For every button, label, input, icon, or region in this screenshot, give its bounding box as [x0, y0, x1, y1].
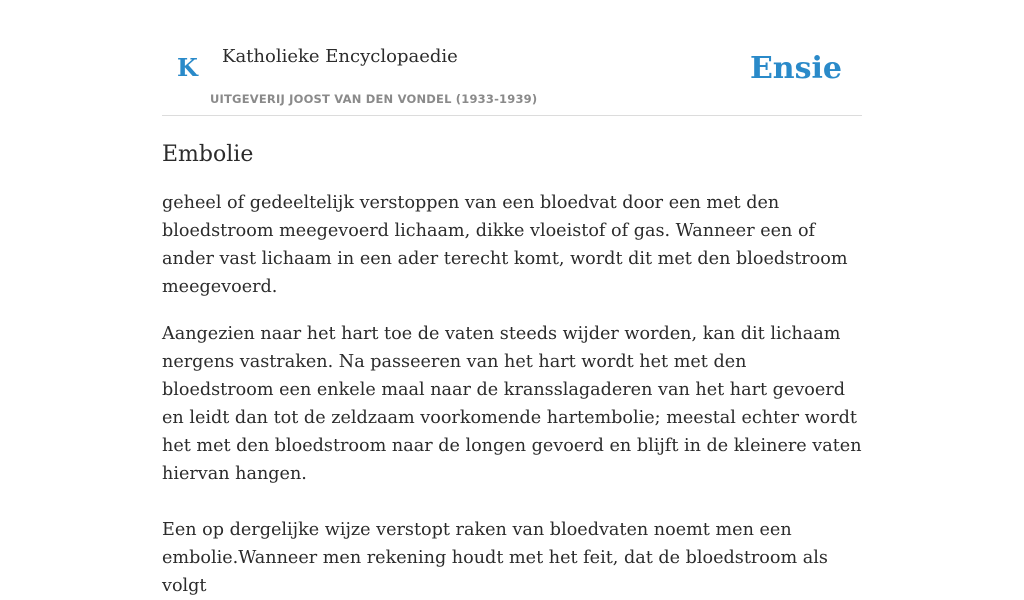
article-title: Embolie — [162, 142, 254, 167]
article-paragraph: Aangezien naar het hart toe de vaten steeds wijder worden, kan dit lichaam nergens vastraken. Na passeeren van het hart wordt het met den bloedstroom een enkele maal naar de kransslagaderen van het hart gevoerd en leidt dan tot de zeldzaam voorkomende hartembolie; meestal echter wordt het met den bloedstroom naar de longen gevoerd en blijft in de kleinere vaten hiervan hangen. — [162, 323, 862, 484]
article-paragraph: Een op dergelijke wijze verstopt raken van bloedvaten noemt men een embolie.Wanneer men rekening houdt met het feit, dat de bloedstroom als volgt — [162, 519, 828, 596]
site-title[interactable]: Katholieke Encyclopaedie — [222, 46, 458, 67]
site-header — [162, 0, 862, 116]
ensie-brand-link[interactable]: Ensie — [749, 51, 842, 86]
site-logo-icon[interactable]: K — [177, 53, 198, 82]
article-paragraph: geheel of gedeeltelijk verstoppen van een bloedvat door een met den bloedstroom meegevoerd lichaam, dikke vloeistof of gas. Wanneer een of ander vast lichaam in een ader terecht komt, wordt dit met den bloedstroom meegevoerd. — [162, 192, 848, 297]
page — [162, 0, 862, 600]
publisher-label: UITGEVERIJ JOOST VAN DEN VONDEL (1933-1939) — [210, 92, 538, 106]
